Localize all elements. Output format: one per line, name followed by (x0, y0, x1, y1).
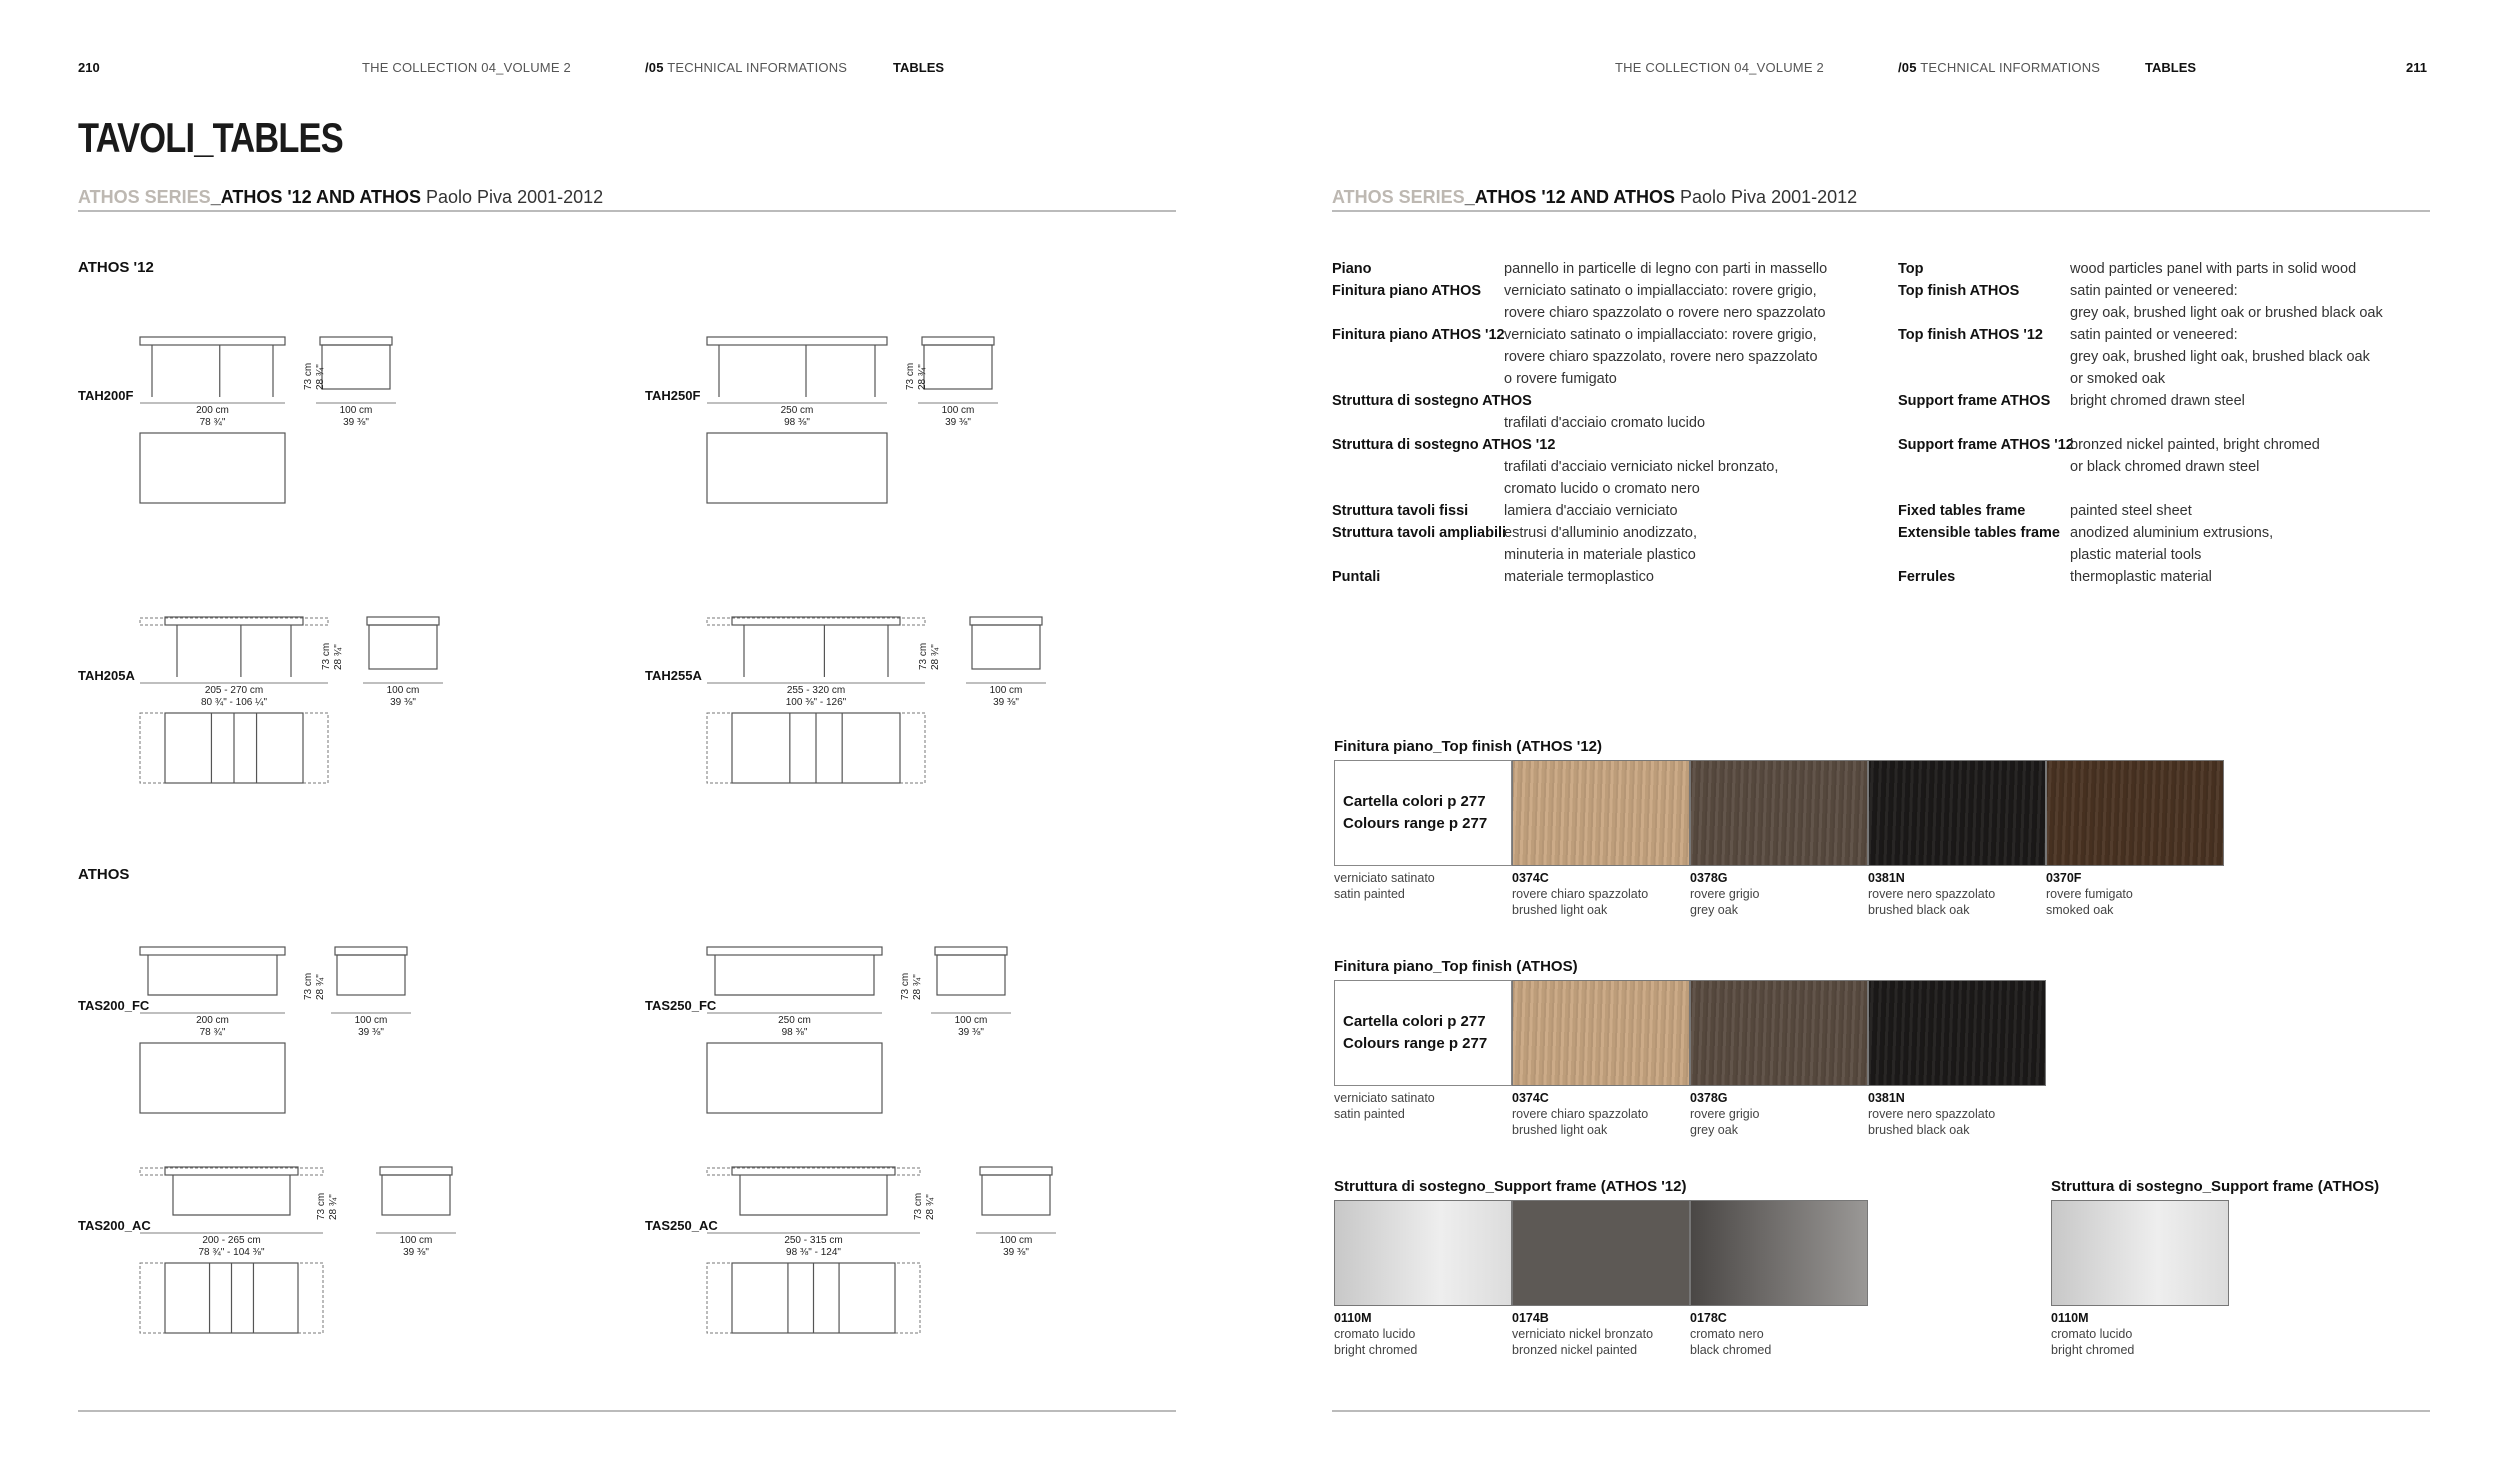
section-label: TECHNICAL INFORMATIONS (1920, 60, 2101, 75)
finish-athos-swatch-it: rovere nero spazzolato (1868, 1107, 1996, 1121)
depth-cm: 100 cm (399, 1235, 433, 1246)
spec-row-en (1898, 522, 2458, 566)
side-top (367, 617, 439, 625)
finish-athos-card-line2: Colours range p 277 (1343, 1035, 1488, 1052)
finish-athos-swatch-0378G (1690, 980, 1868, 1086)
finish-athos-swatch-en: brushed light oak (1512, 1123, 1608, 1137)
finish-athos-caption-line: verniciato satinato (1334, 1091, 1435, 1105)
height-cm: 73 cm (303, 972, 314, 1000)
side-top (980, 1167, 1052, 1175)
spec-row-it (1332, 434, 1892, 500)
finish-athos-swatch-en: grey oak (1690, 1123, 1738, 1137)
frame-elevation (740, 1175, 887, 1215)
frame-athos12-swatch-it: verniciato nickel bronzato (1512, 1327, 1654, 1341)
length-cm: 250 cm (780, 405, 814, 416)
frame-athos12-swatch-en: bronzed nickel painted (1512, 1343, 1638, 1357)
spec-row-it-key: Struttura tavoli ampliabili (1332, 525, 1507, 541)
spec-row-it (1332, 522, 1892, 566)
finish-athos12-card (1334, 760, 1512, 866)
height-cm: 73 cm (913, 1192, 924, 1220)
spec-row-it (1332, 258, 1892, 280)
finish-athos-label: Finitura piano_Top finish (ATHOS) (1334, 958, 1578, 975)
height-in: 28 ¾" (912, 974, 923, 1000)
height-cm: 73 cm (321, 642, 332, 670)
spec-row-it-key: Puntali (1332, 569, 1381, 585)
finish-athos-swatch-0381N (1868, 980, 2046, 1086)
extension-leaf-outline (140, 1168, 323, 1175)
spec-row-en-value: satin painted or veneered: (2070, 327, 2238, 343)
section-number: /05 (1898, 60, 1917, 75)
side-top (335, 947, 407, 955)
model-code: TAH250F (645, 388, 701, 403)
height-in: 28 ¾" (315, 364, 326, 390)
spec-row-it-value: lamiera d'acciaio verniciato (1504, 503, 1678, 519)
depth-in: 39 ⅜" (1003, 1247, 1029, 1258)
model-code: TAS250_AC (645, 1218, 718, 1233)
section-number: /05 (645, 60, 664, 75)
length-in: 100 ⅜" - 126" (785, 697, 847, 708)
spec-row-it-key: Finitura piano ATHOS (1332, 283, 1482, 299)
length-in: 98 ⅜" (784, 417, 810, 428)
side-frame (924, 345, 992, 389)
spec-row-en-key: Support frame ATHOS (1898, 393, 2051, 409)
spec-row-en-key: Top finish ATHOS (1898, 283, 2020, 299)
depth-cm: 100 cm (941, 405, 975, 416)
spec-row-en-key: Top finish ATHOS '12 (1898, 327, 2043, 343)
group-label-athos: ATHOS (78, 866, 130, 883)
section-label: TECHNICAL INFORMATIONS (667, 60, 848, 75)
frame-athos12-swatch-caption (1512, 1310, 1653, 1358)
finish-athos-swatch-it: rovere grigio (1690, 1107, 1760, 1121)
height-cm: 73 cm (905, 362, 916, 390)
extension-leaf-outline (140, 618, 328, 625)
length-in: 78 ¾" (199, 1027, 226, 1038)
section-header-right (1898, 60, 2100, 75)
side-top (380, 1167, 452, 1175)
depth-cm: 100 cm (999, 1235, 1033, 1246)
side-top (922, 337, 994, 345)
finish-athos12-card-line1: Cartella colori p 277 (1343, 793, 1486, 810)
length-cm: 250 - 315 cm (784, 1235, 843, 1246)
finish-athos-swatch-caption (1690, 1090, 1759, 1138)
finish-athos12-caption-line: satin painted (1334, 887, 1405, 901)
frame-athos12-swatch-en: black chromed (1690, 1343, 1772, 1357)
spec-row-en (1898, 412, 2458, 434)
length-cm: 255 - 320 cm (786, 685, 846, 696)
finish-athos-swatch-code: 0381N (1868, 1091, 1905, 1105)
depth-cm: 100 cm (954, 1015, 988, 1026)
length-cm: 250 cm (778, 1015, 811, 1026)
finish-athos-swatch-0374C (1512, 980, 1690, 1086)
spec-row-en-value: painted steel sheet (2070, 503, 2192, 519)
finish-athos12-swatch-code: 0378G (1690, 871, 1728, 885)
finish-athos12-swatch-code: 0370F (2046, 871, 2082, 885)
finish-athos-caption-line: satin painted (1334, 1107, 1405, 1121)
finish-athos12-swatch-caption (1868, 870, 1995, 918)
spec-row-en-key: Fixed tables frame (1898, 503, 2026, 519)
spec-row-en (1898, 500, 2458, 522)
side-frame (382, 1175, 450, 1215)
frame-athos12-swatch-code: 0178C (1690, 1311, 1727, 1325)
side-top (320, 337, 392, 345)
finish-athos-swatch-it: rovere chiaro spazzolato (1512, 1107, 1649, 1121)
plan-outline (707, 1043, 882, 1113)
spec-row-it-value: cromato lucido o cromato nero (1504, 481, 1700, 497)
section-header-left (645, 60, 847, 75)
frame-athos-swatch-en: bright chromed (2051, 1343, 2135, 1357)
height-cm: 73 cm (316, 1192, 327, 1220)
model-code: TAH255A (645, 668, 702, 683)
finish-athos-card-caption (1334, 1090, 1435, 1122)
finish-athos12-swatch-caption (1512, 870, 1648, 918)
page-number-right: 211 (2406, 60, 2427, 75)
series-bold: _ATHOS '12 AND ATHOS (210, 187, 422, 207)
plan-outline (140, 1043, 285, 1113)
spec-row-it (1332, 390, 1892, 434)
spec-row-en (1898, 324, 2458, 390)
table-top-elevation (707, 337, 887, 345)
length-cm: 200 - 265 cm (202, 1235, 261, 1246)
finish-athos12-swatch-caption (2046, 870, 2133, 918)
side-frame (937, 955, 1005, 995)
model-drawing-tas250_ac (0, 0, 1, 1)
finish-athos12-label: Finitura piano_Top finish (ATHOS '12) (1334, 738, 1603, 755)
spec-row-en-value: bronzed nickel painted, bright chromed (2070, 437, 2320, 453)
height-in: 28 ¾" (333, 644, 344, 670)
side-frame (337, 955, 405, 995)
model-code: TAH200F (78, 388, 134, 403)
side-top (935, 947, 1007, 955)
side-frame (369, 625, 437, 669)
frame-athos12-swatch-en: bright chromed (1334, 1343, 1418, 1357)
series-heading-left (78, 187, 603, 208)
depth-cm: 100 cm (339, 405, 373, 416)
depth-cm: 100 cm (386, 685, 420, 696)
length-in: 78 ¾" - 104 ⅜" (198, 1247, 265, 1258)
finish-athos-card (1334, 980, 1512, 1086)
model-code: TAS200_AC (78, 1218, 151, 1233)
table-top-elevation (707, 947, 882, 955)
finish-athos12-swatch-0378G (1690, 760, 1868, 866)
spec-row-it-value: rovere chiaro spazzolato, rovere nero spazzolato (1504, 349, 1818, 365)
spec-row-it-key: Struttura di sostegno ATHOS (1332, 393, 1532, 409)
spec-row-it-key: Struttura di sostegno ATHOS '12 (1332, 437, 1556, 453)
spec-row-it-key: Struttura tavoli fissi (1332, 503, 1469, 519)
finish-athos12-swatch-code: 0381N (1868, 871, 1905, 885)
spec-row-en (1898, 478, 2458, 500)
length-cm: 205 - 270 cm (204, 685, 264, 696)
finish-athos12-swatch-it: rovere nero spazzolato (1868, 887, 1996, 901)
spec-row-en-value: or smoked oak (2070, 371, 2166, 387)
plan-outline (140, 433, 285, 503)
spec-row-en (1898, 434, 2458, 478)
height-cm: 73 cm (900, 972, 911, 1000)
height-in: 28 ¾" (930, 644, 941, 670)
spec-row-en-value: wood particles panel with parts in solid wood (2070, 261, 2357, 277)
spec-row-en-key: Top (1898, 261, 1924, 277)
height-in: 28 ¾" (315, 974, 326, 1000)
finish-athos-card-line1: Cartella colori p 277 (1343, 1013, 1486, 1030)
frame-elevation (148, 955, 277, 995)
spec-row-en-value: anodized aluminium extrusions, (2070, 525, 2274, 541)
spec-row-it (1332, 280, 1892, 324)
spec-row-it-key: Piano (1332, 261, 1372, 277)
depth-in: 39 ⅜" (993, 697, 1019, 708)
spec-row-it-value: verniciato satinato o impiallacciato: rovere grigio, (1504, 283, 1817, 299)
length-in: 80 ¾" - 106 ¼" (200, 697, 268, 708)
height-in: 28 ¾" (328, 1194, 339, 1220)
length-in: 98 ⅜" (781, 1027, 808, 1038)
series-grey: ATHOS SERIES (1332, 187, 1465, 207)
spec-row-it-value: estrusi d'alluminio anodizzato, (1504, 525, 1697, 541)
finish-athos12-swatch-en: brushed black oak (1868, 903, 1970, 917)
finish-athos12-swatch-0374C (1512, 760, 1690, 866)
depth-in: 39 ⅜" (343, 417, 369, 428)
frame-athos12-swatch-it: cromato lucido (1334, 1327, 1416, 1341)
spec-row-it (1332, 566, 1892, 588)
spec-row-it-key: Finitura piano ATHOS '12 (1332, 327, 1505, 343)
spec-row-it-value: materiale termoplastico (1504, 569, 1654, 585)
spec-row-en-value: bright chromed drawn steel (2070, 393, 2245, 409)
divider-left-bottom (78, 1410, 1176, 1412)
finish-athos12-card-line2: Colours range p 277 (1343, 815, 1488, 832)
spec-row-en (1898, 258, 2458, 280)
section-tab-left: TABLES (893, 60, 945, 75)
spec-row-it-value: rovere chiaro spazzolato o rovere nero spazzolato (1504, 305, 1826, 321)
length-cm: 200 cm (196, 405, 229, 416)
spec-row-en-key: Extensible tables frame (1898, 525, 2060, 541)
finish-athos-swatch-caption (1512, 1090, 1648, 1138)
finish-athos12-swatch-code: 0374C (1512, 871, 1549, 885)
finish-athos-swatch-en: brushed black oak (1868, 1123, 1970, 1137)
spec-row-en (1898, 280, 2458, 324)
spec-row-en-value: grey oak, brushed light oak, brushed black oak (2070, 349, 2370, 365)
model-code: TAS200_FC (78, 998, 150, 1013)
finish-athos12-swatch-0381N (1868, 760, 2046, 866)
spec-row-it-value: pannello in particelle di legno con parti in massello (1504, 261, 1828, 277)
side-top (970, 617, 1042, 625)
depth-cm: 100 cm (354, 1015, 388, 1026)
model-code: TAH205A (78, 668, 135, 683)
depth-in: 39 ⅜" (403, 1247, 429, 1258)
spec-row-en-value: satin painted or veneered: (2070, 283, 2238, 299)
height-in: 28 ¾" (917, 364, 928, 390)
depth-in: 39 ⅜" (945, 417, 971, 428)
finish-athos12-card-caption (1334, 870, 1435, 902)
finish-athos12-swatch-caption (1690, 870, 1759, 918)
length-in: 98 ⅜" - 124" (786, 1247, 841, 1258)
model-code: TAS250_FC (645, 998, 717, 1013)
spec-row-it-value: verniciato satinato o impiallacciato: rovere grigio, (1504, 327, 1817, 343)
frame-athos12-swatch-it: cromato nero (1690, 1327, 1764, 1341)
running-header-left: THE COLLECTION 04_VOLUME 2 (362, 60, 571, 75)
page-title: TAVOLI_TABLES (78, 114, 343, 161)
length-in: 78 ¾" (199, 417, 226, 428)
depth-in: 39 ⅜" (358, 1027, 384, 1038)
spec-row-it (1332, 500, 1892, 522)
divider-right-bottom (1332, 1410, 2430, 1412)
spec-row-it-value: o rovere fumigato (1504, 371, 1617, 387)
height-in: 28 ¾" (925, 1194, 936, 1220)
series-grey: ATHOS SERIES (78, 187, 211, 207)
spec-row-en-value: or black chromed drawn steel (2070, 459, 2260, 475)
frame-athos12-swatch-code: 0110M (1334, 1311, 1372, 1325)
table-top-elevation (140, 337, 285, 345)
spec-row-en-value: thermoplastic material (2070, 569, 2212, 585)
frame-athos12-swatch-0174B (1512, 1200, 1690, 1306)
frame-athos-swatch-it: cromato lucido (2051, 1327, 2133, 1341)
spec-row-it-value: trafilati d'acciaio cromato lucido (1504, 415, 1706, 431)
spec-row-it-value: trafilati d'acciaio verniciato nickel bronzato, (1504, 459, 1779, 475)
finish-athos-swatch-code: 0374C (1512, 1091, 1549, 1105)
frame-athos12-swatch-0178C (1690, 1200, 1868, 1306)
frame-athos12-label: Struttura di sostegno_Support frame (ATHOS '12) (1334, 1178, 1687, 1195)
finish-athos12-swatch-it: rovere chiaro spazzolato (1512, 887, 1649, 901)
finish-athos12-swatch-it: rovere grigio (1690, 887, 1760, 901)
plan-outline (707, 433, 887, 503)
section-tab-right: TABLES (2145, 60, 2197, 75)
running-header-right: THE COLLECTION 04_VOLUME 2 (1615, 60, 1824, 75)
spec-row-en-value: grey oak, brushed light oak or brushed black oak (2070, 305, 2383, 321)
side-frame (982, 1175, 1050, 1215)
page-number-left: 210 (78, 60, 100, 75)
series-designer: Paolo Piva 2001-2012 (421, 187, 604, 207)
frame-athos-swatch-code: 0110M (2051, 1311, 2089, 1325)
frame-athos12-swatch-code: 0174B (1512, 1311, 1549, 1325)
spec-row-en (1898, 390, 2458, 412)
frame-athos-label: Struttura di sostegno_Support frame (ATHOS) (2051, 1178, 2380, 1195)
series-heading-right (1332, 187, 1857, 208)
group-label-athos12: ATHOS '12 (78, 259, 154, 276)
spec-row-en-key: Support frame ATHOS '12 (1898, 437, 2074, 453)
extension-leaf-outline (707, 1168, 920, 1175)
frame-athos12-swatch-0110M (1334, 1200, 1512, 1306)
length-cm: 200 cm (196, 1015, 229, 1026)
height-cm: 73 cm (918, 642, 929, 670)
finish-athos12-swatch-0370F (2046, 760, 2224, 866)
finish-athos-swatch-caption (1868, 1090, 1995, 1138)
finish-athos-swatch-code: 0378G (1690, 1091, 1728, 1105)
frame-elevation (173, 1175, 290, 1215)
series-bold: _ATHOS '12 AND ATHOS (1464, 187, 1676, 207)
frame-athos-swatch-caption (2051, 1310, 2134, 1358)
depth-in: 39 ⅜" (390, 697, 416, 708)
spec-row-it (1332, 324, 1892, 390)
divider-right-top (1332, 210, 2430, 212)
series-designer: Paolo Piva 2001-2012 (1675, 187, 1858, 207)
finish-athos12-swatch-en: grey oak (1690, 903, 1738, 917)
finish-athos12-swatch-en: smoked oak (2046, 903, 2114, 917)
finish-athos12-swatch-en: brushed light oak (1512, 903, 1608, 917)
frame-athos-swatch-0110M (2051, 1200, 2229, 1306)
height-cm: 73 cm (303, 362, 314, 390)
table-top-elevation (140, 947, 285, 955)
divider-left-top (78, 210, 1176, 212)
spec-row-en-key: Ferrules (1898, 569, 1956, 585)
extension-leaf-outline (707, 618, 925, 625)
side-frame (322, 345, 390, 389)
frame-athos12-swatch-caption (1690, 1310, 1771, 1358)
frame-elevation (715, 955, 874, 995)
depth-cm: 100 cm (989, 685, 1023, 696)
spec-row-en-value: plastic material tools (2070, 547, 2202, 563)
side-frame (972, 625, 1040, 669)
frame-athos12-swatch-caption (1334, 1310, 1417, 1358)
depth-in: 39 ⅜" (958, 1027, 984, 1038)
finish-athos12-caption-line: verniciato satinato (1334, 871, 1435, 885)
finish-athos12-swatch-it: rovere fumigato (2046, 887, 2133, 901)
spec-row-it-value: minuteria in materiale plastico (1504, 547, 1696, 563)
spec-row-en (1898, 566, 2458, 588)
